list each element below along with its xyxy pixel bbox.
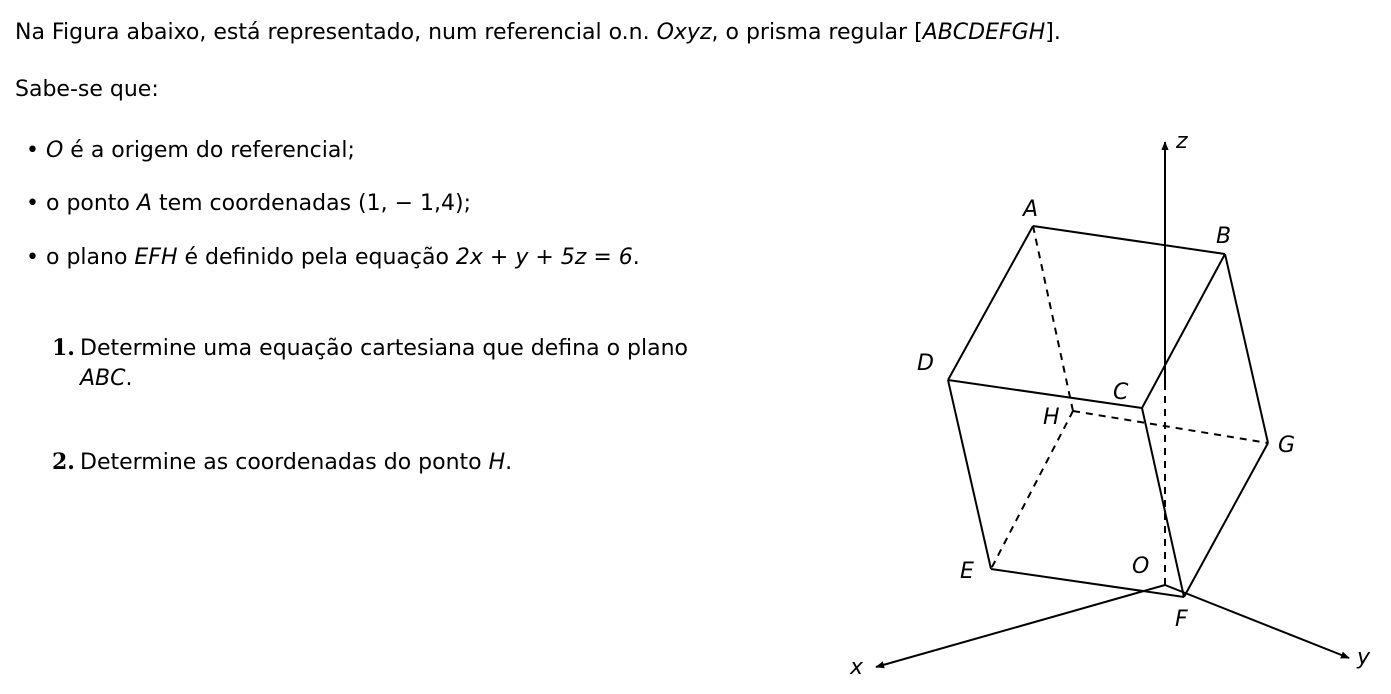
frame-name: Oxyz [656, 20, 712, 45]
question-math: ABC [80, 366, 126, 391]
point-label-e: E [960, 559, 974, 584]
question-number: 2. [52, 449, 75, 475]
bullet-mid: é definido pela equação [177, 245, 456, 270]
intro-text-1: Na Figura abaixo, está representado, num referencial o.n. [15, 20, 657, 45]
bullet-dot: • [26, 245, 46, 270]
point-label-c: C [1113, 380, 1129, 405]
point-label-a: A [1023, 197, 1039, 222]
edge-bg [1225, 254, 1268, 443]
point-label-d: D [917, 351, 934, 376]
edge-ah [1033, 226, 1073, 411]
point-label-f: F [1175, 607, 1188, 632]
question-math: H [488, 450, 506, 475]
question-number: 1. [52, 335, 75, 361]
edge-ef [991, 569, 1184, 597]
bullet-text: tem coordenadas (1, − 1,4); [151, 191, 472, 216]
axis-label-y: y [1357, 645, 1371, 670]
bullet-dot: • [26, 138, 46, 163]
point-label-g: G [1278, 433, 1296, 458]
edge-de [948, 380, 991, 569]
point-label-b: B [1216, 224, 1232, 249]
bullet-math: A [136, 191, 152, 216]
bullet-end: . [632, 245, 640, 270]
bullet-dot: • [26, 191, 46, 216]
bullet-equation: 2x + y + 5z = 6 [455, 245, 633, 270]
known-label: Sabe-se que: [15, 77, 159, 102]
edge-ab [1033, 226, 1225, 254]
edge-bc [1142, 254, 1225, 408]
question-end: . [505, 450, 513, 475]
edge-ad [948, 226, 1033, 380]
bullet-text: é a origem do referencial; [63, 138, 355, 163]
intro-text-3: ]. [1045, 20, 1061, 45]
axis-label-z: z [1176, 129, 1188, 154]
bullet-pre: o ponto [45, 191, 137, 216]
bullet-pre: o plano [45, 245, 135, 270]
question-text: Determine uma equação cartesiana que defina o plano [80, 336, 688, 361]
question-end: . [125, 366, 133, 391]
edge-gf [1184, 443, 1268, 597]
x-axis [876, 585, 1165, 667]
axis-label-x: x [850, 655, 864, 680]
intro-text-2: , o prisma regular [ [711, 20, 923, 45]
edge-hg [1073, 411, 1268, 443]
point-label-h: H [1043, 405, 1060, 430]
question-text: Determine as coordenadas do ponto [80, 450, 489, 475]
prism-name: ABCDEFGH [922, 20, 1046, 45]
bullet-math: O [45, 138, 64, 163]
bullet-math: EFH [134, 245, 178, 270]
edge-he [991, 411, 1073, 569]
point-label-o: O [1132, 554, 1150, 579]
y-axis [1165, 585, 1349, 658]
